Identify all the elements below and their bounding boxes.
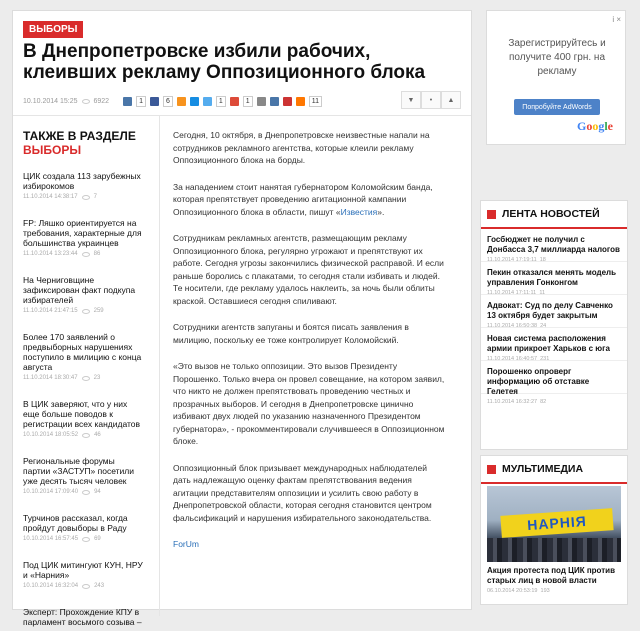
google-plus-share-icon[interactable] bbox=[230, 97, 239, 106]
news-item[interactable] bbox=[481, 328, 627, 361]
article-paragraph bbox=[173, 181, 445, 219]
article-paragraph-text: За нападением стоит нанятая губернатором Коломойским банда, которая препятствует проведению агитационной кампании Оппозиционного блока в области, пишут « bbox=[173, 181, 433, 217]
related-item-meta bbox=[23, 583, 143, 589]
news-item[interactable] bbox=[481, 361, 627, 405]
news-item-date: 11.10.2014 17:19:11 bbox=[487, 257, 537, 263]
related-item-date: 11.10.2014 13:23:44 bbox=[23, 251, 78, 257]
related-item-title[interactable]: FP: Ляшко ориентируется на требования, характерные для большинства украинцев bbox=[23, 218, 142, 248]
google-logo: Google bbox=[576, 119, 613, 133]
mailru-share-icon[interactable] bbox=[190, 97, 199, 106]
ad-close-icon[interactable]: i × bbox=[612, 15, 621, 24]
related-item-date: 11.10.2014 18:30:47 bbox=[23, 375, 78, 381]
related-item-views: 243 bbox=[94, 583, 105, 589]
article-pager bbox=[401, 91, 461, 109]
news-item-meta bbox=[487, 399, 621, 405]
article-paragraph: «Это вызов не только оппозиции. Это вызов Президенту Порошенко. Только вчера он провел совещание, на котором заявил, что никто не должен препятствовать проведению честных и прозрачных выборов. И сегодня в Днепропетровске цинично избивают двух людей по указанию назначенного Президентом губернатора», - прокомментировали случившееся в Оппозиционном блоке. bbox=[173, 361, 445, 446]
article-date: 10.10.2014 15:25 bbox=[23, 97, 78, 105]
related-item-date: 10.10.2014 17:09:40 bbox=[23, 489, 79, 495]
views-icon bbox=[82, 433, 90, 438]
news-item-date: 11.10.2014 16:32:27 bbox=[487, 399, 538, 405]
related-item-views: 69 bbox=[94, 536, 101, 542]
related-item-title[interactable]: Турчинов рассказал, когда пройдут довыборы в Раду bbox=[23, 513, 128, 533]
home-icon[interactable]: • bbox=[421, 91, 441, 109]
article-paragraph: Сегодня, 10 октября, в Днепропетровске неизвестные напали на сотрудников рекламного агентства, которые клеили рекламу Оппозиционного блока на борды. bbox=[173, 130, 430, 165]
adwords-button[interactable]: Попробуйте AdWords bbox=[514, 99, 600, 115]
related-item-title[interactable]: ЦИК создала 113 зарубежных избирокомов bbox=[23, 171, 141, 191]
news-item-title[interactable]: Госбюджет не получил с Донбасса 3,7 миллиарда налогов bbox=[487, 235, 620, 254]
related-heading bbox=[23, 129, 143, 157]
related-item[interactable] bbox=[23, 275, 143, 318]
article-footer bbox=[173, 538, 445, 551]
news-item-views: 231 bbox=[540, 356, 550, 362]
related-item[interactable] bbox=[23, 560, 143, 593]
news-feed-header bbox=[481, 201, 627, 229]
related-item-meta bbox=[23, 251, 143, 257]
related-heading-accent[interactable]: ВЫБОРЫ bbox=[23, 143, 82, 157]
news-item-views: 82 bbox=[540, 399, 547, 405]
article-card bbox=[12, 10, 472, 627]
source-link[interactable]: Известия bbox=[340, 206, 378, 217]
article-paragraph-suffix: ». bbox=[377, 206, 385, 217]
twitter-share-icon[interactable] bbox=[203, 97, 212, 106]
news-item[interactable] bbox=[481, 229, 627, 262]
news-item[interactable] bbox=[481, 262, 627, 295]
share-count: 1 bbox=[243, 96, 253, 107]
news-item-date: 11.10.2014 17:11:11 bbox=[487, 290, 537, 296]
news-item-views: 11 bbox=[539, 290, 546, 296]
share-count: 1 bbox=[216, 96, 226, 107]
news-item-title[interactable]: Адвокат: Суд по делу Савченко 13 октября будет закрытым bbox=[487, 301, 613, 320]
article-title: В Днепропетровске избили рабочих, клеивших рекламу Оппозиционного блока bbox=[23, 41, 426, 83]
article-body bbox=[173, 129, 445, 565]
related-item-title[interactable]: Более 170 заявлений о предвыборных нарушениях поступило в милицию с конца августа bbox=[23, 332, 142, 372]
related-item[interactable] bbox=[23, 607, 143, 631]
share-count: 6 bbox=[163, 96, 173, 107]
header-divider bbox=[13, 115, 471, 116]
views-icon bbox=[82, 584, 90, 589]
related-item-meta bbox=[23, 308, 143, 314]
share-count: 1 bbox=[136, 96, 146, 107]
related-item-title[interactable]: Эксперт: Прохождение КПУ в парламент восьмого созыва – bbox=[23, 607, 142, 627]
footer-source-link[interactable]: ForUm bbox=[173, 539, 199, 549]
plus-share-icon[interactable] bbox=[296, 97, 305, 106]
multimedia-photo[interactable] bbox=[487, 486, 621, 562]
multimedia-header bbox=[481, 456, 627, 484]
related-sidebar bbox=[23, 129, 143, 631]
views-icon bbox=[82, 195, 90, 200]
category-badge[interactable]: ВЫБОРЫ bbox=[23, 21, 83, 38]
facebook-share-icon[interactable] bbox=[150, 97, 159, 106]
news-item-title[interactable]: Пекин отказался менять модель управления Гонконгом bbox=[487, 268, 617, 287]
related-item-views: 94 bbox=[94, 489, 101, 495]
share-count: 11 bbox=[309, 96, 322, 107]
related-item-date: 11.10.2014 14:38:17 bbox=[23, 194, 78, 200]
views-icon bbox=[82, 537, 90, 542]
views-icon bbox=[82, 309, 90, 314]
views-icon bbox=[82, 252, 90, 257]
views-icon bbox=[82, 490, 90, 495]
news-item-views: 18 bbox=[539, 257, 546, 263]
related-item-title[interactable]: Региональные форумы партии «ЗАСТУП» посетили уже десять тысяч человек bbox=[23, 456, 134, 486]
related-item-date: 11.10.2014 21:47:15 bbox=[23, 308, 78, 314]
ad-text[interactable]: Зарегистрируйтесь и получите 400 грн. на рекламу bbox=[508, 38, 606, 77]
related-item-date: 10.10.2014 16:57:45 bbox=[23, 536, 79, 542]
print-share-icon[interactable] bbox=[257, 97, 266, 106]
related-item[interactable] bbox=[23, 513, 143, 546]
related-item-title[interactable]: На Черниговщине зафиксирован факт подкупа избирателей bbox=[23, 275, 136, 305]
related-item-views: 46 bbox=[94, 432, 101, 438]
multimedia-title[interactable]: МУЛЬТИМЕДИА bbox=[502, 463, 584, 475]
related-item-views: 259 bbox=[93, 308, 104, 314]
news-item-date: 11.10.2014 16:50:38 bbox=[487, 323, 538, 329]
article-views: 6922 bbox=[93, 97, 110, 105]
multimedia-caption[interactable]: Акция протеста под ЦИК против старых лиц в новой власти bbox=[487, 566, 615, 585]
news-item-title[interactable]: Новая система расположения армии прикроет Харьков с юга bbox=[487, 334, 610, 353]
camera-icon bbox=[487, 465, 496, 474]
livejournal-share-icon[interactable] bbox=[270, 97, 279, 106]
bookmark-share-icon[interactable] bbox=[283, 97, 292, 106]
related-item-views: 23 bbox=[93, 375, 101, 381]
related-item-meta bbox=[23, 536, 143, 542]
article-paragraph: Оппозиционный блок призывает международных наблюдателей дать надлежащую оценку фактам препятствования ведения агитации представителям оппозиции и усилить свою работу в Днепропетровской области, которая сегодня становится центром фальсификаций и нарушения избирательного законодательства. bbox=[173, 462, 432, 523]
related-item-views: 86 bbox=[93, 251, 101, 257]
multimedia-views: 193 bbox=[540, 588, 550, 594]
views-icon bbox=[82, 376, 90, 381]
crowd-shape bbox=[487, 538, 621, 562]
column-divider bbox=[159, 116, 160, 616]
multimedia-meta bbox=[487, 588, 550, 594]
news-item-views: 24 bbox=[540, 323, 547, 329]
related-item-meta bbox=[23, 432, 143, 438]
related-item-meta bbox=[23, 194, 143, 200]
news-item[interactable] bbox=[481, 295, 627, 328]
related-item-title[interactable]: В ЦИК заверяют, что у них еще больше поводов к регистрации всех кандидатов bbox=[23, 399, 141, 429]
multimedia-date: 06.10.2014 20:53:19 bbox=[487, 588, 538, 594]
vk-share-icon[interactable] bbox=[123, 97, 132, 106]
protest-banner: НАРНІЯ bbox=[500, 508, 613, 538]
views-icon bbox=[82, 99, 90, 104]
related-item-date: 10.10.2014 16:32:04 bbox=[23, 583, 79, 589]
odnoklassniki-share-icon[interactable] bbox=[177, 97, 186, 106]
next-arrow-icon[interactable]: ▲ bbox=[441, 91, 461, 109]
news-feed-title[interactable]: ЛЕНТА НОВОСТЕЙ bbox=[502, 208, 600, 220]
article-paragraph: Сотрудникам рекламных агентств, размещающим рекламу Оппозиционного блока, регулярно угрожают и препятствуют их работе. Сегодня угрозы закончились физической расправой. И если раньше боролись с плакатами, то сегодня стали избивать и людей. Те носители, где рекламу удалось наклеить, за ночь были облиты краской. Оставшиеся сегодня спиливают. bbox=[173, 233, 444, 306]
related-item-meta bbox=[23, 375, 143, 381]
multimedia-block bbox=[480, 455, 628, 605]
related-item[interactable] bbox=[23, 456, 143, 499]
related-heading-text: ТАКЖЕ В РАЗДЕЛЕ bbox=[23, 129, 136, 143]
related-item-title[interactable]: Под ЦИК митингуют КУН, НРУ и «Нарния» bbox=[23, 560, 143, 580]
related-item-meta bbox=[23, 489, 143, 495]
related-item-date: 10.10.2014 18:05:52 bbox=[23, 432, 79, 438]
adwords-banner[interactable] bbox=[486, 10, 626, 145]
related-item-views: 7 bbox=[93, 194, 97, 200]
news-item-title[interactable]: Порошенко опроверг информацию об отставке Гелетея bbox=[487, 367, 590, 396]
related-item[interactable] bbox=[23, 171, 143, 204]
news-square-icon bbox=[487, 210, 496, 219]
related-item[interactable] bbox=[23, 399, 143, 442]
prev-arrow-icon[interactable]: ▼ bbox=[401, 91, 421, 109]
article-meta bbox=[23, 93, 322, 109]
news-item-date: 11.10.2014 16:40:57 bbox=[487, 356, 538, 362]
related-item[interactable] bbox=[23, 218, 143, 261]
related-item[interactable] bbox=[23, 332, 143, 385]
article-paragraph: Сотрудники агентств запуганы и боятся писать заявления в милицию, поскольку ее тоже контролирует Коломойский. bbox=[173, 322, 409, 345]
news-feed bbox=[480, 200, 628, 450]
